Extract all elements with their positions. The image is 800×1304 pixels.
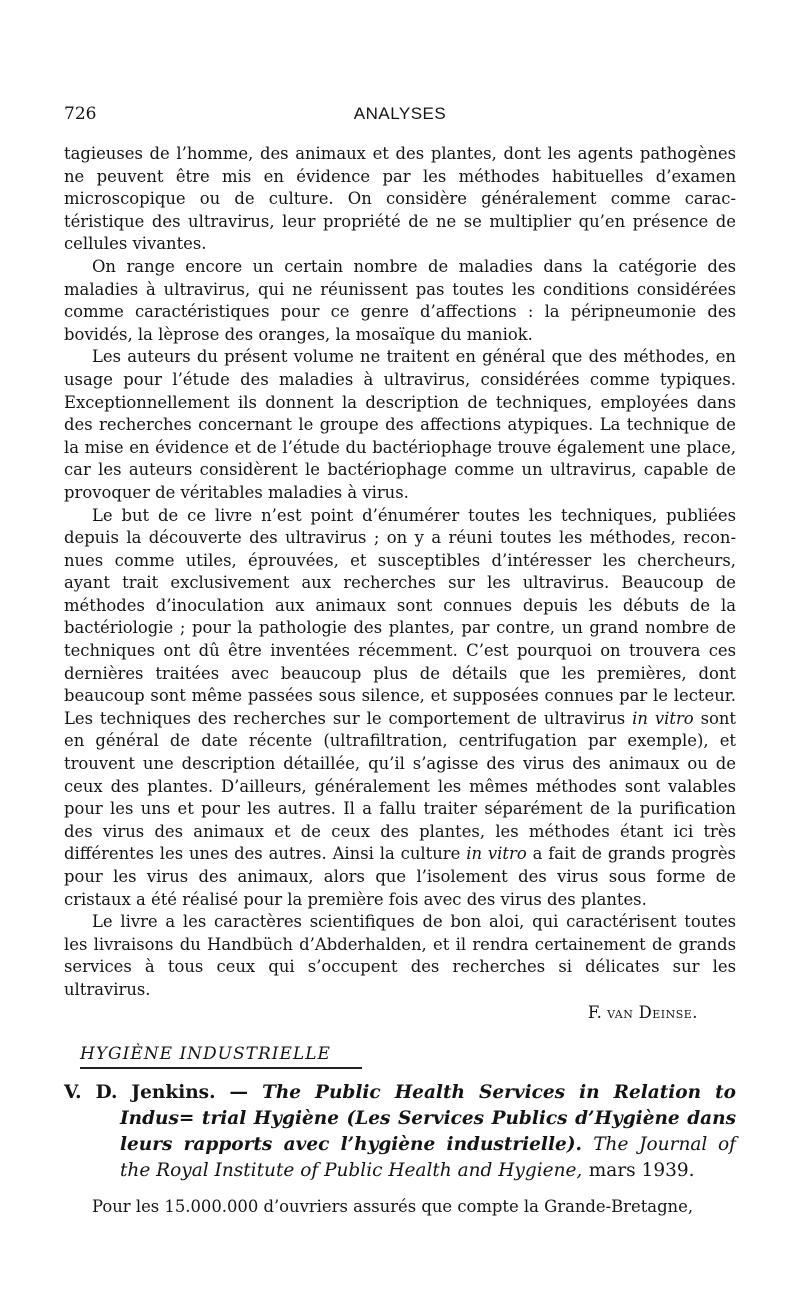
signature-prefix: van: [607, 1002, 634, 1022]
running-head: ANALYSES: [353, 104, 447, 123]
entry-author: V. D. Jenkins. —: [64, 1082, 249, 1103]
paragraph-4-italic-b: in vitro: [466, 844, 527, 864]
entry-citation: [64, 1080, 736, 1184]
signature-initial: F.: [587, 1002, 602, 1022]
reviewer-signature: [588, 1002, 698, 1025]
paragraph-3: Les auteurs du présent volume ne traitent en général que des méthodes, en usage pour l’étude des maladies à ultravirus, considérées comme typiques. Exceptionnellement ils donnent la description de techniques, employées dans des recherches concernant le groupe des affections atypiques. La technique de la mise en évidence et de l’étude du bactériophage trouve également une place, car les auteurs considèrent le bactériophage comme un ultravirus, capable de provoquer de véritables maladies à virus.: [64, 347, 736, 502]
closing-line: Pour les 15.000.000 d’ouvriers assurés que compte la Grande-Bretagne,: [92, 1197, 694, 1216]
signature-surname: Deinse.: [638, 1002, 698, 1022]
paragraph-4: [64, 505, 736, 912]
paragraph-5: Le livre a les caractères scientifiques de bon aloi, qui caractérisent toutes les livraisons du Handbüch d’Abderhalden, et il rendra certainement de grands services à tous ceux qui s’occupent des recherches si délicates sur les ultravirus.: [64, 912, 736, 999]
paragraph-4-italic-a: in vitro: [632, 708, 694, 728]
signature-line: [64, 1002, 736, 1025]
page-header: [64, 104, 736, 128]
review-body: [64, 143, 736, 1025]
entry-title: The Public Health Services in Relation to Indus= trial Hygiène (Les Services Publics d’Hygiène dans leurs rapports avec l’hygiène industrielle).: [120, 1082, 736, 1155]
section-underline: [80, 1067, 362, 1069]
paragraph-4-text-c: a fait de grands progrès pour les virus des animaux, alors que l’isolement des virus sous forme de cristaux a été réalisé pour la première fois avec des virus des plantes.: [64, 844, 736, 909]
entry-journal: The Journal of the Royal Institute of Public Health and Hygiene,: [120, 1134, 737, 1181]
paragraph-2: On range encore un certain nombre de maladies dans la catégorie des maladies à ultravirus, qui ne réunissent pas toutes les conditions considérées comme caractéristiques pour ce genre d’affections : la péripneumonie des bovidés, la lèprose des oranges, la mosaïque du maniok.: [64, 256, 736, 344]
paragraph-1: tagieuses de l’homme, des animaux et des plantes, dont les agents pathogènes ne peuvent être mis en évidence par les méthodes habituelles d’examen microscopique ou de culture. On considère généralement comme caractéristique des ultravirus, leur propriété de ne se multiplier qu’en présence de cellules vivantes.: [64, 144, 736, 254]
entry-date: mars 1939.: [588, 1160, 695, 1181]
paragraph-4-text-a: Le but de ce livre n’est point d’énumérer toutes les techniques, publiées depuis la découverte des ultravirus ; on y a réuni toutes les méthodes, reconnues comme utiles, éprouvées, et susceptibles d’intéresser les chercheurs, ayant trait exclusivement aux recherches sur les ultravirus. Beaucoup de méthodes d’inoculation aux animaux sont connues depuis les débuts de la bactériologie ; pour la pathologie des plantes, par contre, un grand nombre de techniques ont dû être inventées récemment. C’est pourquoi on trouvera ces dernières traitées avec beaucoup plus de détails que les premières, dont beaucoup sont même passées sous silence, et supposées connues par le lecteur. Les techniques des recherches sur le comportement de ultravirus: [64, 505, 736, 728]
bibliographic-entry: [64, 1080, 736, 1184]
section-heading: HYGIÈNE INDUSTRIELLE: [80, 1044, 331, 1064]
paragraph-4-text-b: sont en général de date récente (ultrafiltration, centrifugation par exemple), et trouvent une description détaillée, qu’il s’agisse des virus des animaux ou de ceux des plantes. D’ailleurs, généralement les mêmes méthodes sont valables pour les uns et pour les autres. Il a fallu traiter séparément de la purification des virus des animaux et de ceux des plantes, les méthodes étant ici très différentes les unes des autres. Ainsi la culture: [64, 708, 737, 864]
page-number: 726: [64, 104, 97, 124]
